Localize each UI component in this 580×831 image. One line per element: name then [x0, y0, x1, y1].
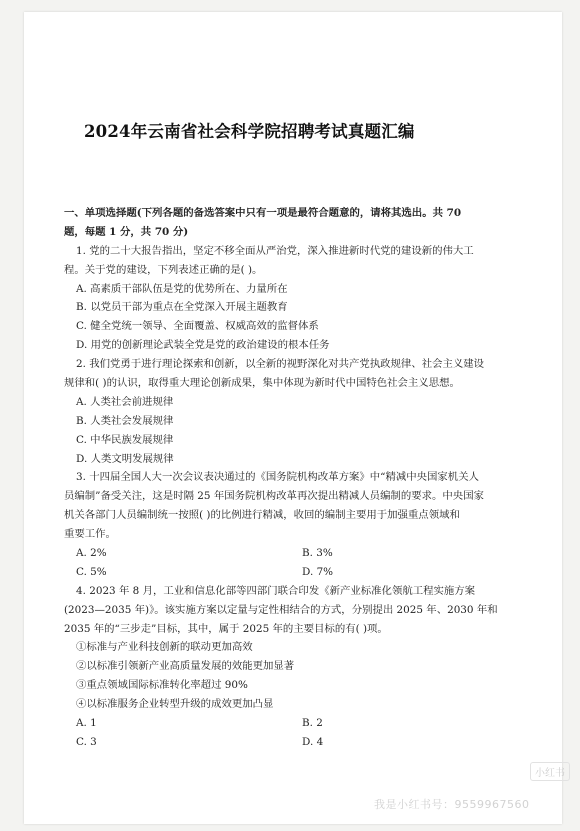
question-1-option-b: B. 以党员干部为重点在全党深入开展主题教育 — [76, 301, 288, 314]
section-heading-cont: 题，每题 1 分，共 70 分) — [64, 225, 189, 238]
question-4-text: 4. 2023 年 8 月，工业和信息化部等四部门联合印发《新产业标准化领航工程实施方案 — [76, 584, 476, 597]
footer-watermark: 我是小红书号：9559967560 — [374, 798, 530, 811]
question-4-options-row — [64, 714, 526, 733]
question-2-text: 2. 我们党勇于进行理论探索和创新，以全新的视野深化对共产党执政规律、社会主义建设 — [76, 358, 485, 371]
question-3-option-c: C. 5% — [76, 565, 107, 578]
question-3-text-cont: 员编制”备受关注，这是时隔 25 年国务院机构改革再次提出精减人员编制的要求。中央国家 — [64, 490, 484, 503]
question-4-item-2: ②以标准引领新产业高质量发展的效能更加显著 — [76, 660, 295, 673]
question-3-text-cont: 重要工作。 — [64, 528, 116, 541]
question-3-options-row — [64, 544, 526, 563]
question-2-option-a: A. 人类社会前进规律 — [76, 395, 174, 408]
question-1-text: 1. 党的二十大报告指出，坚定不移全面从严治党，深入推进新时代党的建设新的伟大工 — [76, 244, 474, 257]
section-heading: 一、单项选择题(下列各题的备选答案中只有一项是最符合题意的，请将其选出。共 70 — [64, 207, 462, 219]
page-title: 2024年云南省社会科学院招聘考试真题汇编 — [84, 122, 415, 141]
question-4-option-d: D. 4 — [302, 735, 324, 748]
question-1-text-cont: 程。关于党的建设，下列表述正确的是( )。 — [64, 263, 263, 276]
question-1-option-a: A. 高素质干部队伍是党的优势所在、力量所在 — [76, 282, 288, 295]
question-4-option-c: C. 3 — [76, 735, 97, 748]
question-2-text-cont: 规律和( )的认识，取得重大理论创新成果，集中体现为新时代中国特色社会主义思想。 — [64, 377, 460, 390]
question-4-item-1: ①标准与产业科技创新的联动更加高效 — [76, 641, 253, 654]
question-3-option-b: B. 3% — [302, 547, 333, 560]
question-4-option-b: B. 2 — [302, 717, 323, 730]
question-3-text: 3. 十四届全国人大一次会议表决通过的《国务院机构改革方案》中“精减中央国家机关人 — [76, 471, 479, 484]
question-4-item-4: ④以标准服务企业转型升级的成效更加凸显 — [76, 698, 274, 711]
corner-watermark: 小红书 — [530, 762, 570, 781]
question-3-options-row — [64, 563, 526, 582]
question-4-options-row — [64, 733, 526, 752]
question-4-option-a: A. 1 — [76, 717, 97, 730]
question-4-text-cont: (2023—2035 年)》。该实施方案以定量与定性相结合的方式，分别提出 2025 年、2030 年和 — [64, 603, 498, 616]
question-1-option-c: C. 健全党统一领导、全面覆盖、权威高效的监督体系 — [76, 320, 319, 333]
question-2-option-c: C. 中华民族发展规律 — [76, 433, 174, 446]
question-3-option-a: A. 2% — [76, 547, 107, 560]
question-3-text-cont: 机关各部门人员编制统一按照( )的比例进行精减，收回的编制主要用于加强重点领域和 — [64, 509, 460, 522]
question-1-option-d: D. 用党的创新理论武装全党是党的政治建设的根本任务 — [76, 339, 330, 352]
question-4-item-3: ③重点领域国际标准转化率超过 90% — [76, 679, 248, 692]
question-content — [64, 204, 526, 752]
question-3-option-d: D. 7% — [302, 565, 334, 578]
question-2-option-b: B. 人类社会发展规律 — [76, 414, 174, 427]
question-4-text-cont: 2035 年的“三步走”目标，其中，属于 2025 年的主要目标的有( )项。 — [64, 622, 388, 635]
question-2-option-d: D. 人类文明发展规律 — [76, 452, 174, 465]
